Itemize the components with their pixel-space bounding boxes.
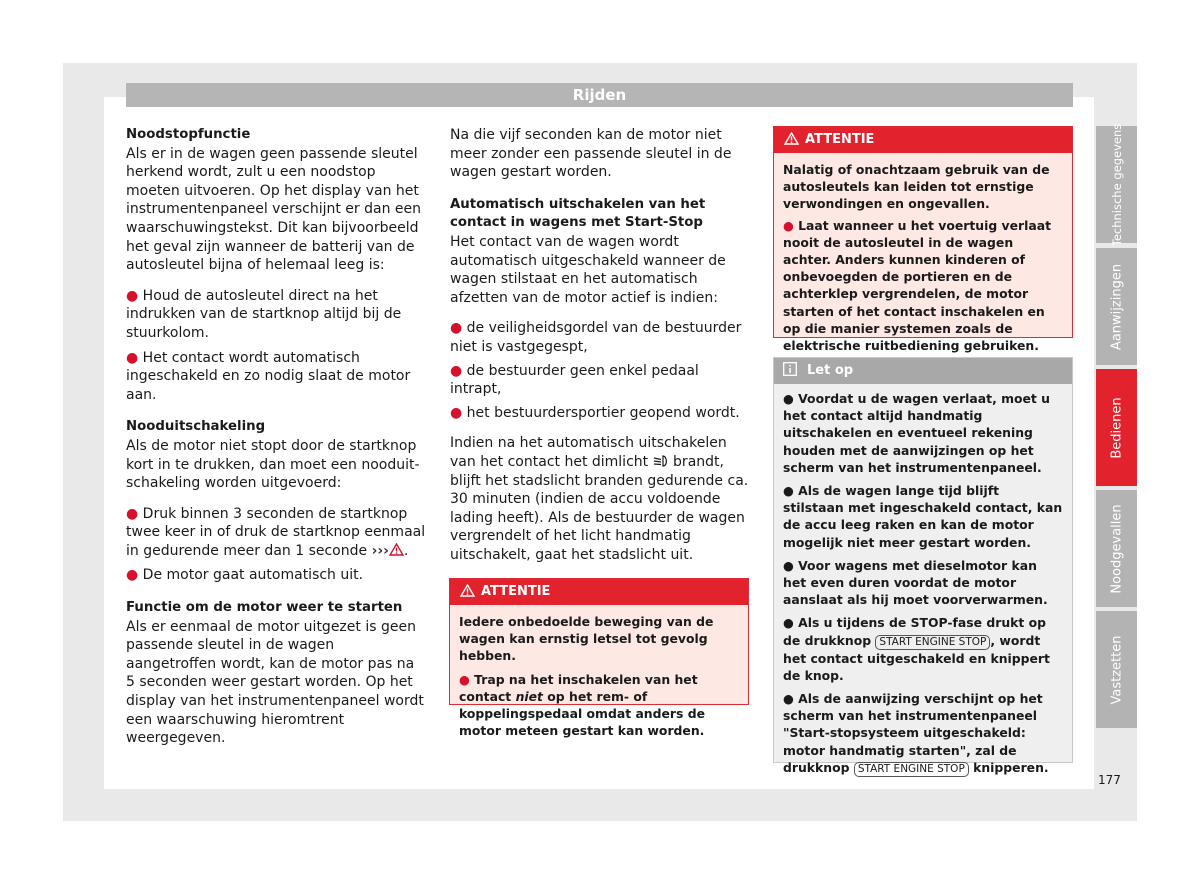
paragraph: Als de motor niet stopt door de startknop kort in te drukken, dan moet een nooduitschakeling worden uitgevoerd: (126, 437, 420, 492)
paragraph: Na die vijf seconden kan de motor niet meer zonder een passende sleutel in de wagen gestart worden. (450, 127, 732, 181)
warning-text: Trap na het inschakelen van het contact (459, 671, 698, 704)
forward-reference-icon: ››› (371, 542, 389, 559)
warning-header (450, 579, 748, 605)
bullet-icon: ● (450, 362, 467, 379)
warning-bullet (459, 671, 739, 740)
warning-body (774, 153, 1072, 360)
bullet-item (450, 404, 750, 423)
paragraph: Het contact van de wagen wordt automatisch uitgeschakeld wanneer de wagen stilstaat en het automatisch afzetten van de motor actief is indien: (450, 233, 726, 306)
tab-bedienen[interactable] (1096, 369, 1137, 486)
note-text: Voor wagens met dieselmotor kan het even duren voordat de motor aanslaat als hij moet voorverwarmen. (783, 557, 1048, 608)
warning-title: ATTENTIE (481, 584, 551, 599)
warning-emphasis: niet (515, 688, 543, 704)
heading-noodstopfunctie: Noodstopfunctie (126, 127, 251, 142)
paragraph-part: brandt, blijft het stadslicht branden gedurende ca. 30 minuten (indien de accu voldoende lading heeft). Als de bestuurder de wagen vergrendelt of het licht handmatig uitschakelt, gaat het stadslicht uit. (450, 453, 749, 563)
note-text: Als de aanwijzing verschijnt op het scherm van het instrumentenpaneel "Start-stopsysteem uitgeschakeld: motor handmatig starten", zal de drukknop (783, 691, 1043, 775)
warning-text: Laat wanneer u het voertuig verlaat nooit de autosleutel in de wagen achter. Anders kunnen kinderen of onbevoegden de portieren en de achterklep vergrendelen, de motor starten of het contact inschakelen en op die manier systemen zoals de elektrische ruitbediening gebruiken. (783, 217, 1052, 354)
bullet-text: Het contact wordt automatisch ingeschakeld en zo nodig slaat de motor aan. (126, 349, 411, 403)
bullet-text: het bestuurdersportier geopend wordt. (466, 404, 740, 421)
column-2 (450, 126, 750, 564)
bullet-item (126, 349, 426, 405)
bullet-icon: ● (126, 567, 143, 584)
note-bullet: ● Voordat u de wagen verlaat, moet u het contact altijd handmatig uitschakelen en eventueel rekening houden met de aanwijzingen op het scherm van het instrumentenpaneel. (783, 391, 1050, 475)
note-text: Voordat u de wagen verlaat, moet u het contact altijd handmatig uitschakelen en eventueel rekening houden met de aanwijzingen op het scherm van het instrumentenpaneel. (783, 391, 1050, 475)
tab-label: Aanwijzingen (1109, 263, 1124, 350)
tab-vastzetten[interactable] (1096, 611, 1137, 728)
note-body (774, 384, 1072, 777)
warning-triangle-icon (389, 543, 404, 556)
tab-label: Technische gegevens (1109, 123, 1124, 246)
warning-box-2 (773, 126, 1073, 354)
warning-triangle-icon (460, 584, 475, 597)
bullet-icon: ● (459, 671, 475, 687)
bullet-icon: ● (450, 404, 467, 421)
warning-text: Iedere onbedoelde beweging van de wagen kan ernstig letsel tot gevolg hebben. (459, 614, 714, 664)
bullet-icon: ● (450, 320, 467, 337)
warning-header (774, 127, 1072, 153)
note-header (774, 358, 1072, 384)
paragraph: Als er in de wagen geen passende sleutel herkend wordt, zult u een noodstop moeten uitvoeren. Op het display van het instrumentenpaneel verschijnt er dan een waarschuwingstekst. Dit kan bijvoorbeeld het geval zijn wanneer de batterij van de autosleutel bijna of helemaal leeg is: (126, 145, 421, 274)
bullet-icon: ● (126, 349, 143, 366)
bullet-icon: ● (126, 505, 143, 522)
note-text: Als u tijdens de STOP-fase drukt op de drukknop (783, 615, 1047, 648)
warning-body (450, 605, 748, 745)
bullet-item (450, 362, 750, 399)
tab-technische-gegevens[interactable] (1096, 123, 1137, 246)
paragraph: Als er eenmaal de motor uitgezet is geen passende sleutel in de wagen aangetroffen wordt, kan de motor pas na 5 seconden weer gestart worden. Op het display van het instrumentenpaneel wordt een waarschuwing hieromtrent weergegeven. (126, 618, 424, 747)
note-bullet: ● Als de wagen lange tijd blijft stilstaan met ingeschakeld contact, kan de accu leeg raken en kan de motor mogelijk niet meer gestart worden. (783, 483, 1063, 550)
bullet-text: Druk binnen 3 seconden de startknop twee keer in of druk de startknop eenmaal in gedurende meer dan 1 seconde (126, 505, 426, 559)
start-engine-stop-button-label: START ENGINE STOP (875, 635, 990, 650)
tab-label: Bedienen (1109, 396, 1124, 459)
note-text: knipperen. (973, 759, 1049, 775)
warning-title: ATTENTIE (805, 132, 875, 147)
heading-nooduitschakeling: Nooduitschakeling (126, 419, 266, 435)
tab-aanwijzingen[interactable] (1096, 248, 1137, 365)
warning-text: op het rem- of koppelingspedaal omdat anders de motor meteen gestart kan worden. (459, 688, 705, 739)
page-number: 177 (1098, 773, 1121, 787)
bullet-icon: ● (783, 217, 799, 233)
paragraph (450, 434, 750, 564)
tab-label: Noodgevallen (1109, 503, 1124, 594)
section-header: Rijden (126, 83, 1073, 107)
note-bullet: ● Als u tijdens de STOP-fase drukt op de drukknop START ENGINE STOP , wordt het contact uitgeschakeld en knippert de knop. (783, 615, 1050, 683)
warning-text: Nalatig of onachtzaam gebruik van de autosleutels kan leiden tot ernstige verwondingen en ongevallen. (783, 162, 1050, 212)
info-icon (783, 362, 797, 376)
note-title: Let op (807, 363, 854, 378)
low-beam-icon (653, 455, 669, 467)
note-text: Als de wagen lange tijd blijft stilstaan met ingeschakeld contact, kan de accu leeg raken en kan de motor mogelijk niet meer gestart worden. (783, 483, 1063, 550)
note-bullet: ● Voor wagens met dieselmotor kan het even duren voordat de motor aanslaat als hij moet voorverwarmen. (783, 557, 1048, 608)
note-text: , wordt het contact uitgeschakeld en knippert de knop. (783, 632, 1050, 683)
bullet-text: de veiligheidsgordel van de bestuurder niet is vastgegespt, (450, 320, 742, 355)
paragraph-part: Indien na het automatisch uitschakelen van het contact het dimlicht (450, 435, 727, 470)
start-engine-stop-button-label: START ENGINE STOP (854, 762, 969, 777)
heading-herstarten: Functie om de motor weer te starten (126, 600, 403, 616)
column-1 (126, 126, 426, 748)
warning-triangle-icon (784, 132, 799, 145)
warning-box-1 (449, 578, 749, 739)
tab-label: Vastzetten (1109, 635, 1124, 704)
bullet-text: Houd de autosleutel direct na het indrukken van de startknop altijd bij de stuurkolom. (126, 287, 402, 341)
note-box (773, 357, 1073, 775)
bullet-item (126, 566, 426, 585)
warning-bullet (783, 217, 1063, 355)
bullet-item (450, 319, 750, 356)
heading-automatisch-uitschakelen: Automatisch uitschakelen van het contact in wagens met Start-Stop (450, 196, 706, 231)
bullet-item (126, 287, 426, 343)
tab-noodgevallen[interactable] (1096, 490, 1137, 607)
bullet-item: ● Druk binnen 3 seconden de startknop twee keer in of druk de startknop eenmaal in gedurende meer dan 1 seconde ››› . (126, 505, 426, 559)
note-bullet: ● Als de aanwijzing verschijnt op het scherm van het instrumentenpaneel "Start-stopsysteem uitgeschakeld: motor handmatig starten", zal de drukknop START ENGINE STOP knipperen. (783, 691, 1049, 775)
bullet-icon: ● (126, 287, 143, 304)
bullet-text: de bestuurder geen enkel pedaal intrapt, (450, 362, 699, 398)
bullet-text: De motor gaat automatisch uit. (142, 567, 364, 584)
